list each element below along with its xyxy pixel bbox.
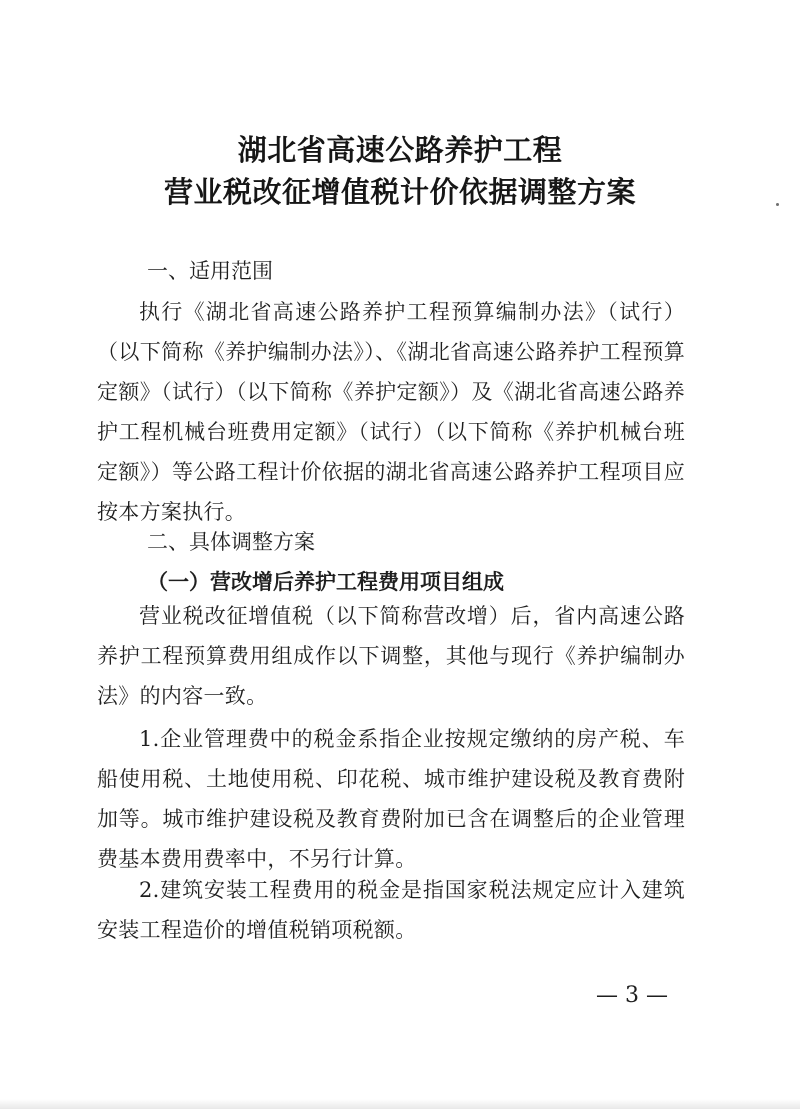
section-heading-adjustment-plan: 二、具体调整方案 bbox=[147, 530, 315, 554]
scan-bottom-edge bbox=[0, 1099, 800, 1109]
document-title-line-2: 营业税改征增值税计价依据调整方案 bbox=[163, 175, 636, 209]
subsection-heading-cost-items: （一）营改增后养护工程费用项目组成 bbox=[147, 569, 504, 594]
scan-speck bbox=[776, 203, 779, 206]
paragraph-construction-tax: 2.建筑安装工程费用的税金是指国家税法规定应计入建筑安装工程造价的增值税销项税额。 bbox=[97, 878, 685, 942]
page-number: — 3 — bbox=[596, 983, 668, 1008]
document-title-line-1: 湖北省高速公路养护工程 bbox=[237, 133, 563, 167]
paragraph-cost-composition: 营业税改征增值税（以下简称营改增）后，省内高速公路养护工程预算费用组成作以下调整，其他与现行《养护编制办法》的内容一致。 bbox=[97, 604, 685, 708]
paragraph-management-fee-taxes: 1.企业管理费中的税金系指企业按规定缴纳的房产税、车船使用税、土地使用税、印花税、城市维护建设税及教育费附加等。城市维护建设税及教育费附加已含在调整后的企业管理费基本费用费率中，不另行计算。 bbox=[97, 727, 685, 871]
section-heading-scope: 一、适用范围 bbox=[147, 259, 273, 283]
paragraph-scope: 执行《湖北省高速公路养护工程预算编制办法》（试行）（以下简称《养护编制办法》）、《湖北省高速公路养护工程预算定额》（试行）（以下简称《养护定额》）及《湖北省高速公路养护工程机械台班费用定额》（试行）（以下简称《养护机械台班定额》）等公路工程计价依据的湖北省高速公路养护工程项目应按本方案执行。 bbox=[97, 300, 685, 524]
